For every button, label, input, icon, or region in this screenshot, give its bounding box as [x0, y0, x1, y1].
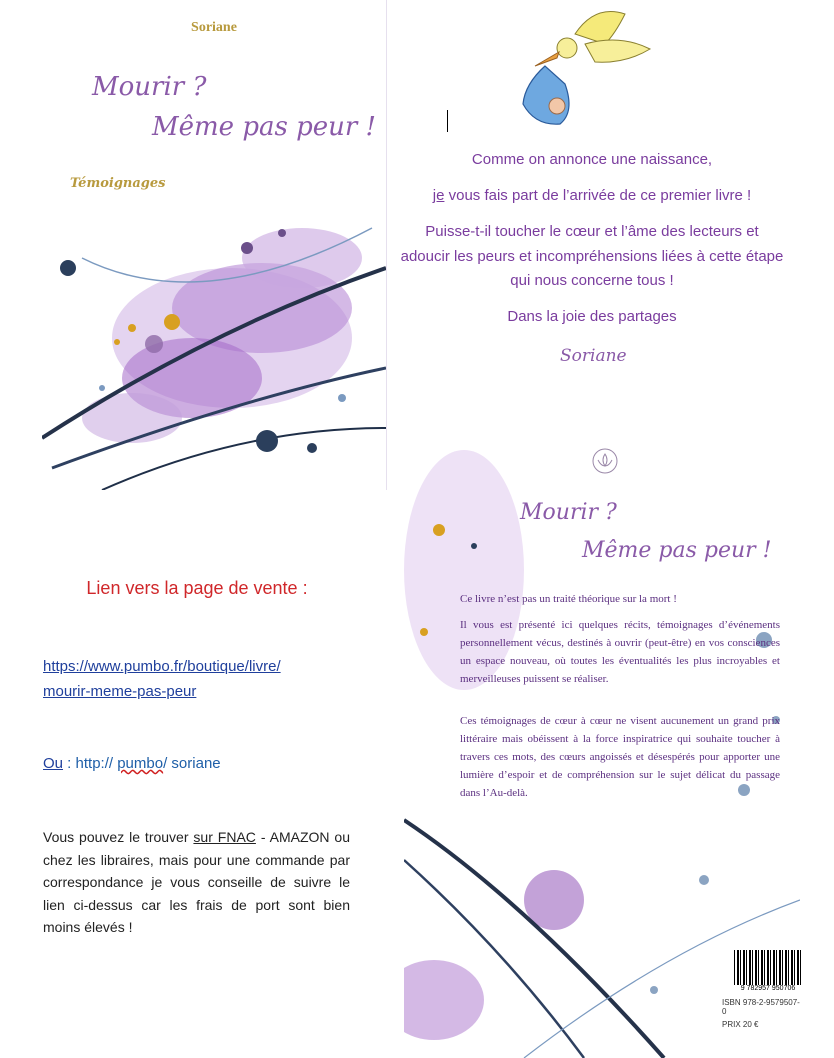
back-cover [404, 430, 800, 1058]
cover-subtitle: Témoignages [70, 176, 166, 191]
announcement-je: je [432, 187, 445, 204]
sale-link-heading: Lien vers la page de vente : [86, 578, 308, 598]
cover-title-line2: Même pas peur ! [152, 112, 376, 142]
cover-author: Soriane [191, 20, 237, 35]
announcement-line3: Puisse-t-il toucher le cœur et l’âme des lecteurs et adoucir les peurs et incompréhensions liées à cette étape qui nous concerne tous ! [400, 223, 784, 289]
info-paragraph [43, 826, 350, 939]
cover-title-line1: Mourir ? [92, 72, 207, 102]
back-paragraph1: Ce livre n’est pas un traité théorique sur la mort ! [460, 593, 677, 605]
barcode [734, 950, 802, 990]
lotus-icon [592, 448, 618, 474]
price: PRIX 20 € [722, 1020, 759, 1029]
cover-artwork [42, 198, 386, 490]
alt-prefix: : http:// [63, 755, 118, 772]
alt-suffix: / soriane [163, 755, 221, 772]
info-part1: Vous pouvez le trouver [43, 829, 194, 845]
back-paragraph2: Il vous est présenté ici quelques récits, témoignages d’événements personnellement vécus, destinés à ouvrir (peut-être) en vos consciences un espace nouveau, où toutes les éventualités les plus incroyables et merveilleuses puissent se réaliser. [460, 619, 780, 685]
stork-illustration [505, 4, 655, 134]
announcement-line2-rest: vous fais part de l’arrivée de ce premier livre ! [444, 187, 752, 204]
text-cursor [447, 110, 448, 132]
fnac-link[interactable]: sur FNAC [193, 829, 256, 845]
announcement-line4: Dans la joie des partages [507, 308, 677, 325]
back-paragraph3: Ces témoignages de cœur à cœur ne visent aucunement un grand prix littéraire mais obéissent à la force inspiratrice qui souhaite toucher à travers ces mots, des cœurs angoissés et désespérés pour apporter une lumière d’espoir et de compréhension sur le sujet délicat du passage dans l’Au-delà. [460, 715, 780, 799]
isbn: ISBN 978-2-9579507-0 [722, 998, 800, 1016]
info-part2: - AMAZON ou chez les libraires, mais pour une commande par correspondance je vous conseille de suivre le lien ci-dessus car les frais de port sont bien moins élevés ! [43, 829, 351, 935]
sale-url-line2[interactable]: mourir-meme-pas-peur [43, 683, 197, 700]
alternate-link [43, 755, 221, 772]
barcode-number: 9 782957 950706 [734, 985, 802, 992]
announcement-line1: Comme on annonce une naissance, [471, 151, 713, 168]
alt-pumbo: pumbo [117, 755, 164, 772]
announcement-signature: Soriane [560, 346, 627, 366]
announcement-line2 [400, 184, 784, 208]
front-cover [42, 0, 387, 490]
ou-word: Ou [43, 755, 64, 772]
back-title-line1: Mourir ? [520, 500, 617, 525]
sale-url-line1[interactable]: https://www.pumbo.fr/boutique/livre/ [43, 658, 281, 675]
back-title-line2: Même pas peur ! [582, 538, 772, 563]
